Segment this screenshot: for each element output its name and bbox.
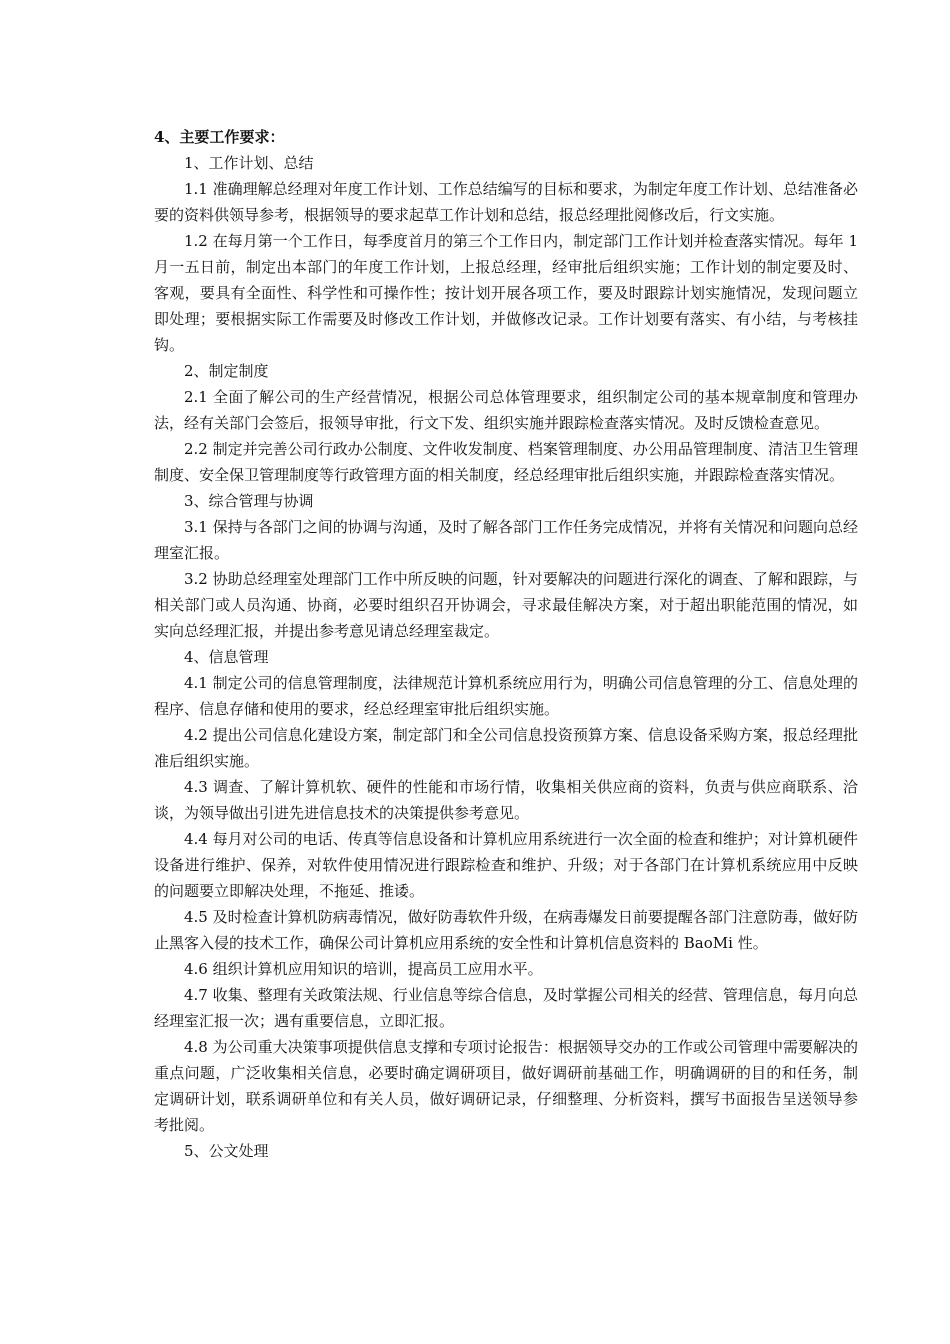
document-body (154, 124, 858, 1164)
paragraph-4-7: 4.7 收集、整理有关政策法规、行业信息等综合信息，及时掌握公司相关的经营、管理信息，每月向总经理室汇报一次；遇有重要信息，立即汇报。 (154, 986, 858, 1030)
subsection-title-documents: 5、公文处理 (184, 1142, 269, 1160)
paragraph-2-1: 2.1 全面了解公司的生产经营情况，根据公司总体管理要求，组织制定公司的基本规章制度和管理办法，经有关部门会签后，报领导审批，行文下发、组织实施并跟踪检查落实情况。及时反馈检查意见。 (154, 388, 858, 432)
paragraph-4-8: 4.8 为公司重大决策事项提供信息支撑和专项讨论报告：根据领导交办的工作或公司管理中需要解决的重点问题，广泛收集相关信息，必要时确定调研项目，做好调研前基础工作，明确调研的目的和任务，制定调研计划，联系调研单位和有关人员，做好调研记录，仔细整理、分析资料，撰写书面报告呈送领导参考批阅。 (154, 1038, 858, 1134)
paragraph-4-5: 4.5 及时检查计算机防病毒情况，做好防毒软件升级，在病毒爆发日前要提醒各部门注意防毒，做好防止黑客入侵的技术工作，确保公司计算机应用系统的安全性和计算机信息资料的 BaoMi 性。 (154, 908, 858, 952)
paragraph-4-2: 4.2 提出公司信息化建设方案，制定部门和全公司信息投资预算方案、信息设备采购方案，报总经理批准后组织实施。 (154, 726, 858, 770)
paragraph-1-2: 1.2 在每月第一个工作日，每季度首月的第三个工作日内，制定部门工作计划并检查落实情况。每年 1 月一五日前，制定出本部门的年度工作计划，上报总经理，经审批后组织实施；工作计划的制定要及时、客观，要具有全面性、科学性和可操作性；按计划开展各项工作，要及时跟踪计划实施情况，发现问题立即处理；要根据实际工作需要及时修改工作计划，并做修改记录。工作计划要有落实、有小结，与考核挂钩。 (154, 232, 858, 354)
paragraph-3-2: 3.2 协助总经理室处理部门工作中所反映的问题，针对要解决的问题进行深化的调查、了解和跟踪，与相关部门或人员沟通、协商，必要时组织召开协调会，寻求最佳解决方案，对于超出职能范围的情况，如实向总经理汇报，并提出参考意见请总经理室裁定。 (154, 570, 858, 640)
paragraph-4-4: 4.4 每月对公司的电话、传真等信息设备和计算机应用系统进行一次全面的检查和维护；对计算机硬件设备进行维护、保养，对软件使用情况进行跟踪检查和维护、升级；对于各部门在计算机系统应用中反映的问题要立即解决处理，不拖延、推诿。 (154, 830, 858, 900)
paragraph-4-1: 4.1 制定公司的信息管理制度，法律规范计算机系统应用行为，明确公司信息管理的分工、信息处理的程序、信息存储和使用的要求，经总经理室审批后组织实施。 (154, 674, 858, 718)
paragraph-4-3: 4.3 调查、了解计算机软、硬件的性能和市场行情，收集相关供应商的资料，负责与供应商联系、洽谈，为领导做出引进先进信息技术的决策提供参考意见。 (154, 778, 858, 822)
subsection-title-plan-summary: 1、工作计划、总结 (184, 154, 314, 172)
subsection-title-regulations: 2、制定制度 (184, 362, 269, 380)
paragraph-1-1: 1.1 准确理解总经理对年度工作计划、工作总结编写的目标和要求，为制定年度工作计划、总结准备必要的资料供领导参考，根据领导的要求起草工作计划和总结，报总经理批阅修改后，行文实施。 (154, 180, 858, 224)
section-heading: 4、主要工作要求： (154, 128, 285, 146)
paragraph-2-2: 2.2 制定并完善公司行政办公制度、文件收发制度、档案管理制度、办公用品管理制度、清洁卫生管理制度、安全保卫管理制度等行政管理方面的相关制度，经总经理审批后组织实施，并跟踪检查落实情况。 (154, 440, 858, 484)
paragraph-4-6: 4.6 组织计算机应用知识的培训，提高员工应用水平。 (184, 960, 543, 978)
paragraph-3-1: 3.1 保持与各部门之间的协调与沟通，及时了解各部门工作任务完成情况，并将有关情况和问题向总经理室汇报。 (154, 518, 858, 562)
subsection-title-information: 4、信息管理 (184, 648, 269, 666)
subsection-title-coordination: 3、综合管理与协调 (184, 492, 314, 510)
